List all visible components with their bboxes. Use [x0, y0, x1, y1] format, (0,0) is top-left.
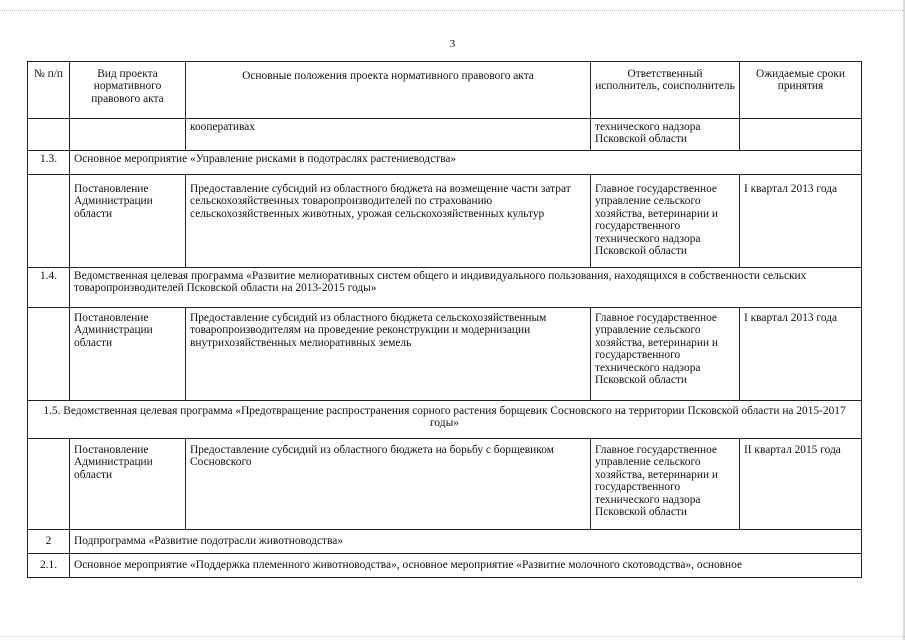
cell-content: Предоставление субсидий из областного бюджета на возмещение части затрат сельскохозяйственных товаропроизводителей по страхованию сельскохозяйственных животных, урожая сельскохозяйственных культур [186, 175, 591, 268]
section-row-1-5 [28, 401, 862, 439]
section-row-2-1 [28, 554, 862, 578]
section-number: 1.4. [28, 268, 70, 308]
cell-executor: технического надзора Псковской области [591, 119, 740, 151]
cell-term: I квартал 2013 года [740, 175, 862, 268]
section-title: 1.5. Ведомственная целевая программа «Предотвращение распространения сорного растения борщевик Сосновского на территории Псковской области на 2015-2017 годы» [28, 401, 862, 439]
section-row-1-4 [28, 268, 862, 308]
section-row-1-3 [28, 151, 862, 175]
cell-num [28, 439, 70, 530]
header-content: Основные положения проекта нормативного правового акта [186, 62, 591, 119]
section-title: Основное мероприятие «Управление рисками в подотраслях растениеводства» [70, 151, 862, 175]
cell-num [28, 308, 70, 401]
header-act-type: Вид проекта нормативного правового акта [70, 62, 186, 119]
header-term: Ожидаемые сроки принятия [740, 62, 862, 119]
page-number: 3 [449, 38, 456, 50]
cell-term: I квартал 2013 года [740, 308, 862, 401]
cell-content: Предоставление субсидий из областного бюджета на борьбу с борщевиком Сосновского [186, 439, 591, 530]
cell-executor: Главное государственное управление сельского хозяйства, ветеринарии и государственного технического надзора Псковской области [591, 175, 740, 268]
header-executor: Ответственный исполнитель, соисполнитель [591, 62, 740, 119]
section-title: Ведомственная целевая программа «Развитие мелиоративных систем общего и индивидуального пользования, находящихся в собственности сельских товаропроизводителей Псковской области на 2013-2015 годы» [70, 268, 862, 308]
section-title: Основное мероприятие «Поддержка племенного животноводства», основное мероприятие «Развитие молочного скотоводства», основное [70, 554, 862, 578]
table-row-1-5 [28, 439, 862, 530]
header-num: № п/п [28, 62, 70, 119]
regulatory-acts-table [27, 61, 862, 578]
cell-num [28, 119, 70, 151]
cell-type: Постановление Администрации области [70, 175, 186, 268]
cell-term [740, 119, 862, 151]
cell-type: Постановление Администрации области [70, 308, 186, 401]
section-row-2 [28, 530, 862, 554]
cell-executor: Главное государственное управление сельского хозяйства, ветеринарии и государственного технического надзора Псковской области [591, 308, 740, 401]
table-row-1-3 [28, 175, 862, 268]
table-row-continuation [28, 119, 862, 151]
section-number: 2.1. [28, 554, 70, 578]
section-number: 1.3. [28, 151, 70, 175]
cell-term: II квартал 2015 года [740, 439, 862, 530]
cell-content: Предоставление субсидий из областного бюджета сельскохозяйственным товаропроизводителям на проведение реконструкции и модернизации внутрихозяйственных мелиоративных земель [186, 308, 591, 401]
table-row-1-4 [28, 308, 862, 401]
table-header-row [28, 62, 862, 119]
scan-edge-top [0, 0, 905, 11]
scan-edge-bottom [0, 636, 905, 637]
cell-type [70, 119, 186, 151]
section-title: Подпрограмма «Развитие подотрасли животноводства» [70, 530, 862, 554]
cell-content: кооперативах [186, 119, 591, 151]
section-number: 2 [28, 530, 70, 554]
cell-executor: Главное государственное управление сельского хозяйства, ветеринарии и государственного технического надзора Псковской области [591, 439, 740, 530]
cell-type: Постановление Администрации области [70, 439, 186, 530]
cell-num [28, 175, 70, 268]
